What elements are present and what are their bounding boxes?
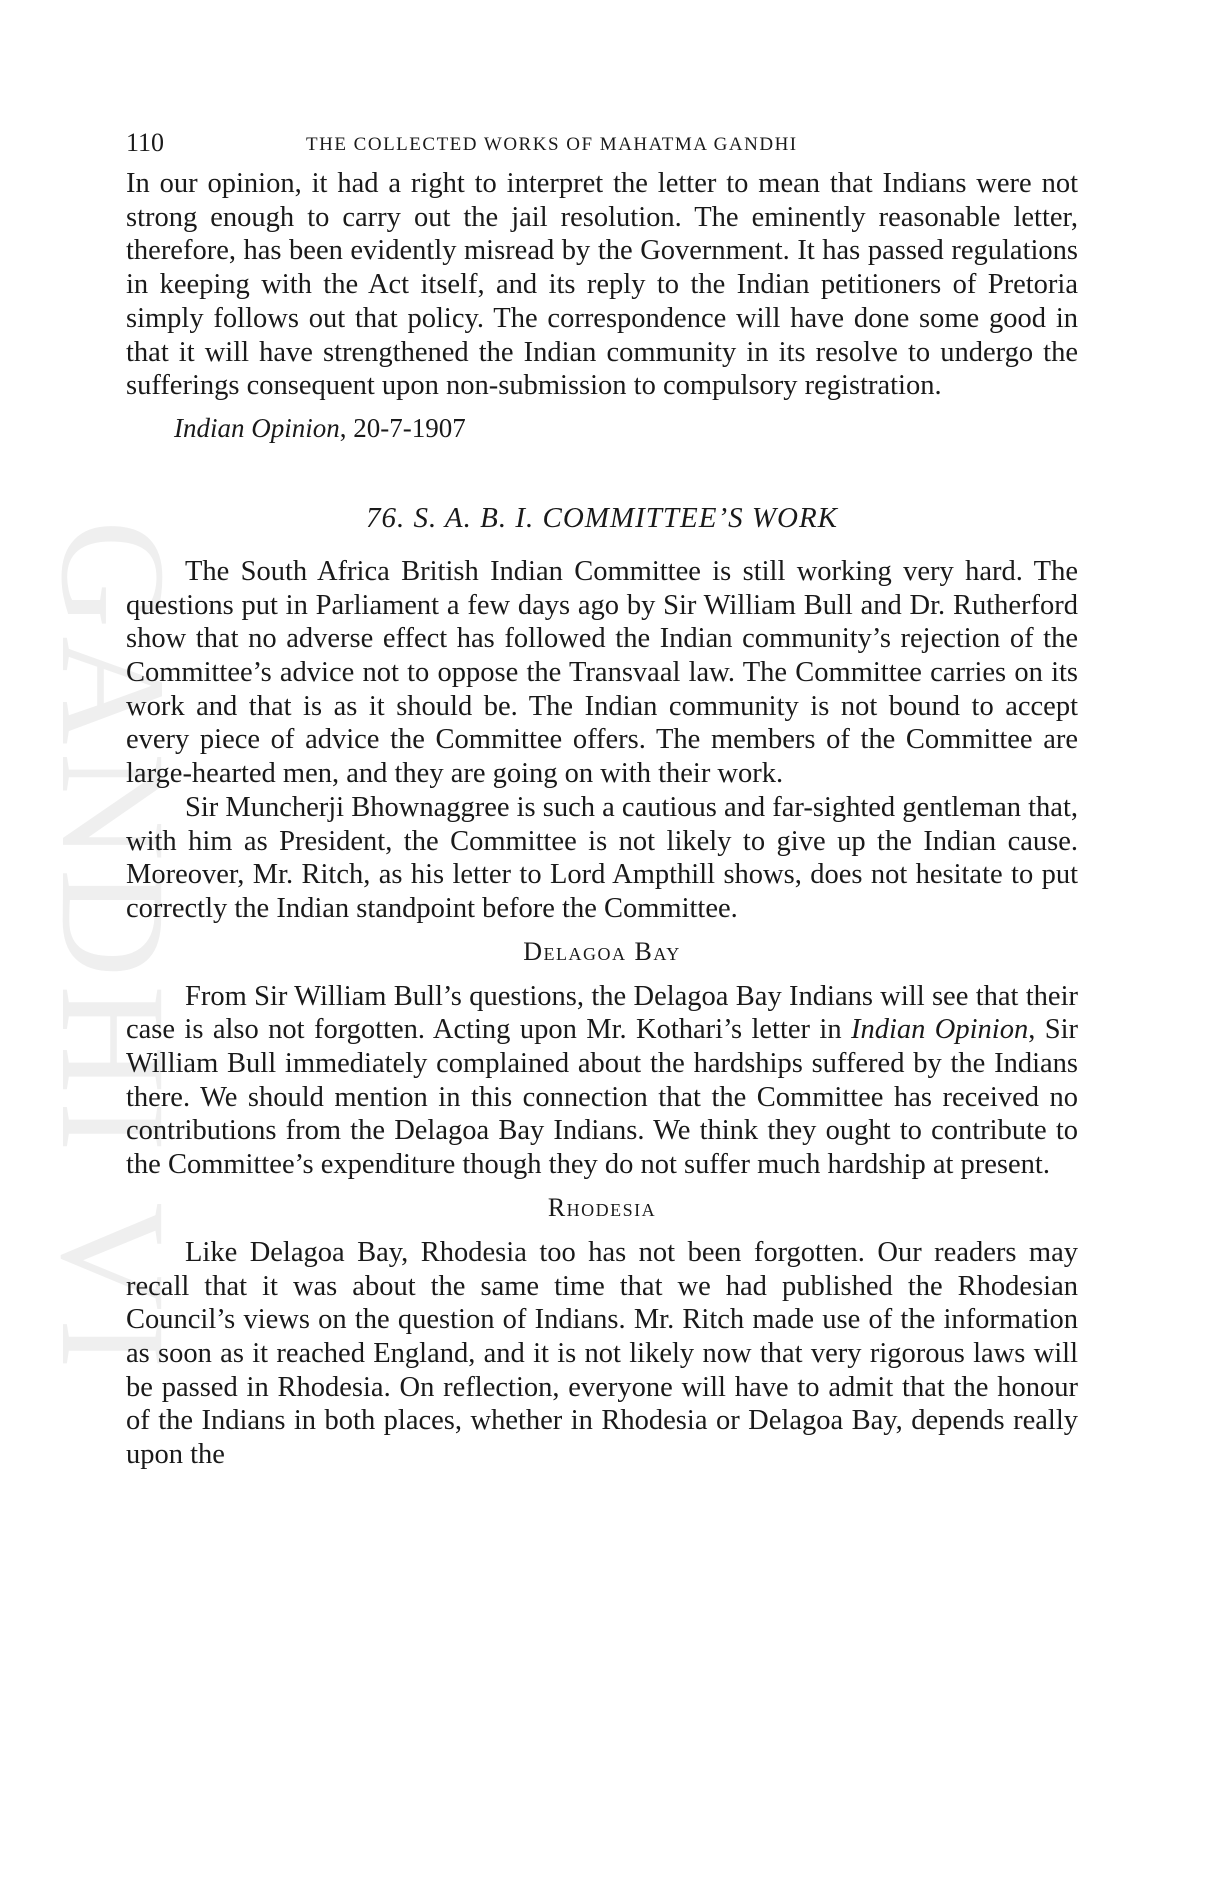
delagoa-text-after: , Sir William Bull immediately complained about the hardships suffered by the Indians there. We should mention in this connection that the Committee has received no contributions from the Delagoa Bay Indians. We think they ought to contribute to the Committee’s expenditure though they do not suffer much hardship at present.: [126, 1014, 1078, 1181]
subheading-rhodesia: Rhodesia: [547, 1192, 657, 1222]
rhodesia-paragraph: Like Delagoa Bay, Rhodesia too has not been forgotten. Our readers may recall that it was about the same time that we had published the Rhodesian Council’s views on the question of Indians. Mr. Ritch made use of the information as soon as it reached England, and it is not likely now that very rigorous laws will be passed in Rhodesia. On reflection, everyone will have to admit that the honour of the Indians in both places, whether in Rhodesia or Delagoa Bay, depends really upon the: [126, 1236, 1078, 1471]
page-number: 110: [126, 128, 165, 157]
source-publication: Indian Opinion: [174, 412, 340, 443]
delagoa-italic-publication: Indian Opinion: [850, 1014, 1029, 1046]
section-paragraph-2: Sir Muncherji Bhownaggree is such a cautious and far-sighted gentleman that, with him as President, the Committee is not likely to give up the Indian cause. Moreover, Mr. Ritch, as his letter to Lord Ampthill shows, does not hesitate to put correctly the Indian standpoint before the Committee.: [126, 791, 1078, 924]
continuation-paragraph: In our opinion, it had a right to interpret the letter to mean that Indians were not strong enough to carry out the jail resolution. The eminently reasonable letter, therefore, has been evidently misread by the Government. It has passed regulations in keeping with the Act itself, and its reply to the Indian petitioners of Pretoria simply follows out that policy. The correspondence will have done some good in that it will have strengthened the Indian community in its resolve to undergo the sufferings consequent upon non-submission to compulsory registration.: [126, 168, 1078, 402]
source-citation: [126, 411, 1078, 445]
subheading-delagoa-bay: Delagoa Bay: [523, 936, 681, 966]
running-head: [126, 126, 1078, 166]
section-paragraph-1: The South Africa British Indian Committee is still working very hard. The questions put in Parliament a few days ago by Sir William Bull and Dr. Rutherford show that no adverse effect has followed the Indian community’s rejection of the Committee’s advice not to oppose the Transvaal law. The Committee carries on its work and that is as it should be. The Indian community is not bound to accept every piece of advice the Committee offers. The members of the Committee are large-hearted men, and they are going on with their work.: [126, 555, 1078, 790]
section-title: 76. S. A. B. I. COMMITTEE’S WORK: [365, 501, 839, 534]
watermark-text: GANDHI VI: [30, 520, 196, 1377]
source-date: , 20-7-1907: [339, 412, 466, 443]
delagoa-paragraph: [126, 980, 1078, 1182]
page: [126, 126, 1078, 1472]
delagoa-text-before: From Sir William Bull’s questions, the Delagoa Bay Indians will see that their case is also not forgotten. Acting upon Mr. Kothari’s letter in: [126, 980, 1078, 1046]
book-title: THE COLLECTED WORKS OF MAHATMA GANDHI: [306, 134, 798, 155]
